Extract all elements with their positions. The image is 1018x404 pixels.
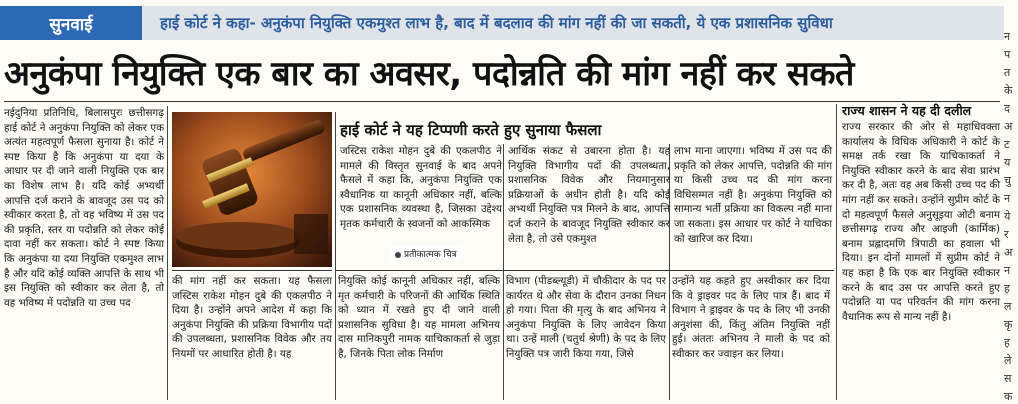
edge-fragment: चु (1004, 174, 1011, 187)
section-tag: सुनवाई (0, 6, 142, 40)
edge-fragment: ल (1004, 300, 1012, 313)
caption-text: प्रतीकात्मक चित्र (404, 250, 457, 260)
edge-fragment: अ (1004, 120, 1013, 133)
edge-fragment: ये (1004, 210, 1011, 223)
article-column-5: उन्होंने यह कहते हुए अस्वीकार कर दिया कि वे ड्राइवर पद के लिए पात्र हैं। बाद में विभाग ने ड्राइवर के पद के लिए भी उनकी अनुशंसा की, किंतु अंतिम नियुक्ति नहीं हुई। अंततः अभिनय ने माली के पद को स्वीकार कर ज्वाइन कर लिया। (672, 275, 830, 360)
article-column-1: नईदुनिया प्रतिनिधि, बिलासपुरः छत्तीसगढ़ हाई कोर्ट ने अनुकंपा नियुक्ति को लेकर एक अत्यंत महत्वपूर्ण फैसला सुनाया है। कोर्ट ने स्पष्ट किया है कि अनुकंपा या दया के आधार पर दी जाने वाली नियुक्ति एक बार का विशेष लाभ है। यदि कोई अभ्यर्थी आपत्ति दर्ज कराने के बावजूद उस पद को स्वीकार करता है, तो वह भविष्य में उस पद की प्रकृति, स्तर या पदोन्नति को लेकर कोई दावा नहीं कर सकता। कोर्ट ने स्पष्ट किया कि अनुकंपा या दया नियुक्ति एकमुश्त लाभ है और यदि कोई व्यक्ति आपत्ति के साथ भी इस नियुक्ति को स्वीकार कर लेता है, तो वह भविष्य में पदोन्नति या उच्च पद (4, 107, 164, 309)
headline: अनुकंपा नियुक्ति एक बार का अवसर, पदोन्नति की मांग नहीं कर सकते (4, 54, 854, 94)
edge-fragment: कृ (1004, 318, 1013, 331)
column-divider (503, 144, 504, 400)
edge-fragment: र (1004, 228, 1009, 241)
edge-fragment: के (1004, 84, 1013, 97)
edge-fragment: य (1004, 156, 1011, 169)
edge-fragment: क (1004, 390, 1013, 403)
article-column-7: आर्थिक संकट से उबारना होता है। यह नियुक्ति विभागीय पदों की उपलब्धता, प्रशासनिक विवेक और नियमानुसार प्रक्रियाओं के अधीन होती है। यदि कोई अभ्यर्थी नियुक्ति पत्र मिलने के बाद, आपत्ति दर्ज कराने के बावजूद नियुक्ति स्वीकार कर लेता है, तो उसे एकमुश्त (508, 145, 670, 245)
edge-fragment: न (1004, 192, 1011, 205)
edge-fragment: ले (1004, 354, 1012, 367)
photo-rule (172, 270, 332, 271)
adjacent-article-edge (1004, 0, 1018, 404)
article-column-6: जस्टिस राकेश मोहन दुबे की एकलपीठ ने मामले की विस्तृत सुनवाई के बाद अपने फैसले में कहा कि, अनुकंपा नियुक्ति एक स्वैधानिक या कानूनी अधिकार नहीं, बल्कि एक प्रशासनिक व्यवस्था है, जिसका उद्देश्य मृतक कर्मचारी के स्वजनों को आकस्मिक (340, 145, 502, 230)
kicker-bar (0, 6, 1004, 40)
gavel-illustration (172, 112, 332, 267)
edge-fragment: अ (1004, 246, 1013, 259)
edge-fragment: न (1004, 264, 1011, 277)
sidebar-box-text: राज्य सरकार की ओर से महाधिवक्ता कार्यालय के विधिक अधिकारी ने कोर्ट के समक्ष तर्क रखा कि याचिकाकर्ता ने नियुक्ति स्वीकार करने के बाद सेवा प्रारंभ कर दी है, अतः वह अब किसी उच्च पद की मांग नहीं कर सकते। उन्होंने सुप्रीम कोर्ट के दो महत्वपूर्ण फैसले अनुसूइया ओटी बनाम छत्तीसगढ़ राज्य और आइजी (कार्मिक) बनाम प्रह्लादमणि त्रिपाठी का हवाला भी दिया। इन दोनों मामलों में सुप्रीम कोर्ट ने यह कहा है कि एक बार नियुक्ति स्वीकार करने के बाद उस पर आपत्ति करते हुए पदोन्नति या पद परिवर्तन की मांग करना वैधानिक रूप से मान्य नहीं है। (842, 121, 1000, 323)
edge-fragment: स (1004, 372, 1012, 385)
edge-fragment: न (1004, 30, 1011, 43)
column-divider (836, 104, 837, 400)
edge-fragment: ट (1004, 138, 1010, 151)
article-column-2: की मांग नहीं कर सकता। यह फैसला जस्टिस राकेश मोहन दुबे की एकलपीठ ने दिया है। उन्होंने अपने आदेश में कहा कि अनुकंपा नियुक्ति की प्रक्रिया विभागीय पदों की उपलब्धता, प्रशासनिक विवेक और तय नियमों पर आधारित होती है। यह (172, 275, 332, 360)
edge-fragment: द (1004, 102, 1010, 115)
subheadline: हाई कोर्ट ने यह टिप्पणी करते हुए सुनाया फैसला (340, 121, 602, 139)
article-column-8: लाभ माना जाएगा। भविष्य में उस पद की प्रकृति को लेकर आपत्ति, पदोन्नति की मांग या किसी उच्च पद की मांग करना विधिसम्मत नहीं है। अनुकंपा नियुक्ति को सामान्य भर्ती प्रक्रिया का विकल्प नहीं माना जा सकता। इस आधार पर कोर्ट ने याचिका को खारिज कर दिया। (674, 145, 832, 245)
article-column-3: नियुक्ति कोई कानूनी अधिकार नहीं, बल्कि मृत कर्मचारी के परिजनों की आर्थिक स्थिति को ध्यान में रखते हुए दी जाने वाली प्रशासनिक सुविधा है। यह मामला अभिनय दास मानिकपुरी नामक याचिकाकर्ता से जुड़ा है, जिनके पिता लोक निर्माण (338, 275, 500, 360)
edge-fragment: प (1004, 48, 1011, 61)
section-rule (336, 270, 834, 271)
sidebar-box-title: राज्य शासन ने यह दी दलील (842, 103, 972, 118)
edge-fragment: त (1004, 66, 1011, 79)
edge-fragment: ह (1004, 282, 1010, 295)
column-divider (335, 112, 336, 400)
edge-fragment: ह (1004, 336, 1010, 349)
column-divider (167, 106, 168, 400)
article-column-4: विभाग (पीडब्ल्यूडी) में चौकीदार के पद पर कार्यरत थे और सेवा के दौरान उनका निधन हो गया। पिता की मृत्यु के बाद अभिनय ने अनुकंपा नियुक्ति के लिए आवेदन किया था। उन्हें माली (चतुर्थ श्रेणी) के पद के लिए नियुक्ति पत्र जारी किया गया, जिसे (506, 275, 666, 360)
kicker-text: हाई कोर्ट ने कहा- अनुकंपा नियुक्ति एकमुश्त लाभ है, बाद में बदलाव की मांग नहीं की जा सकती, ये एक प्रशासनिक सुविधा (160, 14, 833, 32)
